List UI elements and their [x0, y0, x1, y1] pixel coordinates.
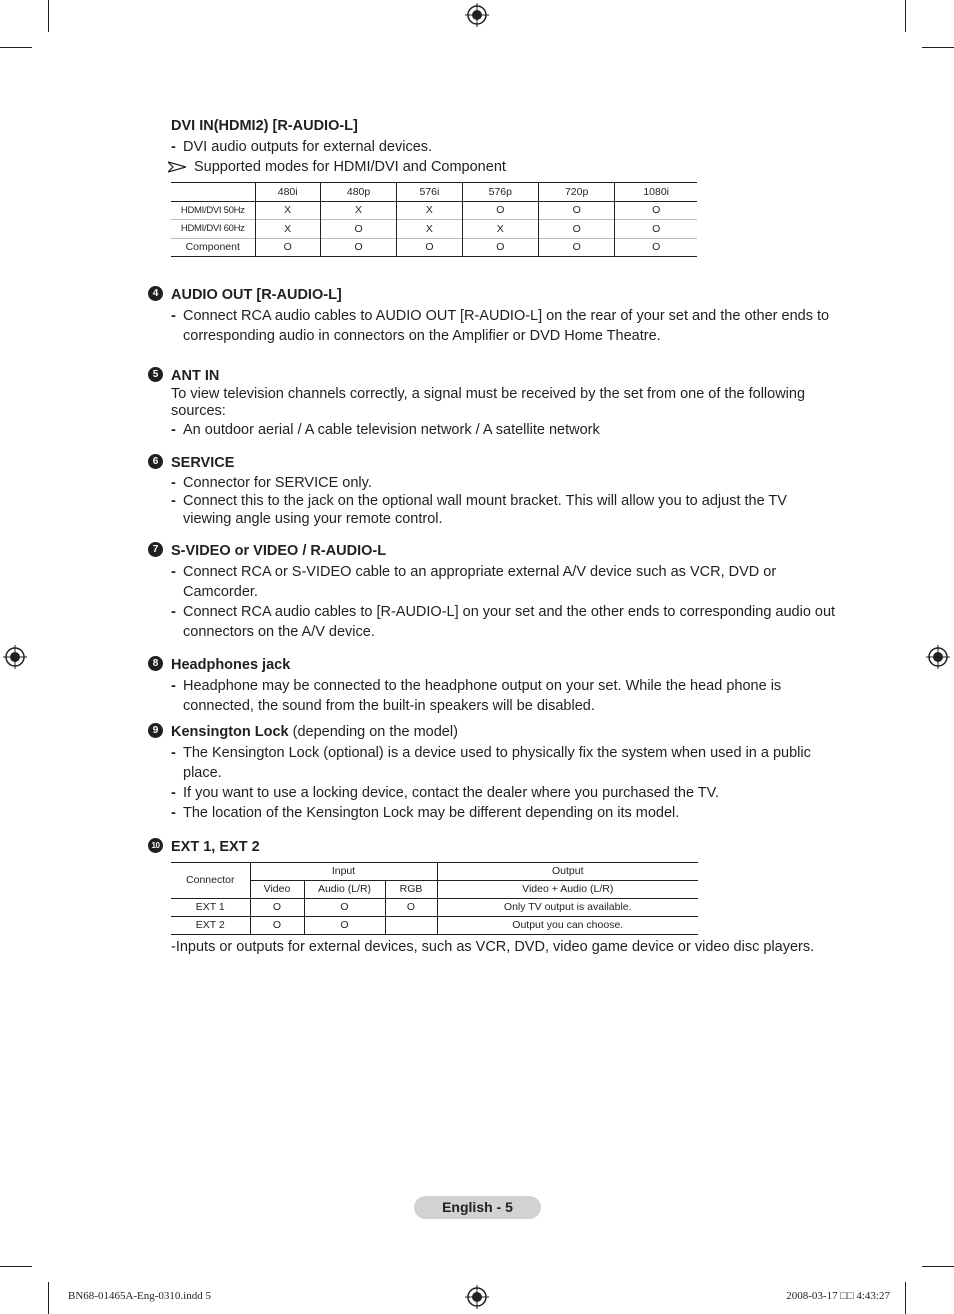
section-number-badge: 10	[148, 838, 163, 853]
section-number-badge: 4	[148, 286, 163, 301]
list-item: - Connector for SERVICE only.	[171, 475, 372, 492]
crop-mark	[48, 1282, 49, 1314]
table-row: EXT 2 O O Output you can choose.	[171, 917, 698, 935]
registration-mark-icon	[3, 645, 27, 669]
table-row: Component O O O O O O	[171, 238, 697, 257]
crop-mark	[0, 47, 32, 48]
table-row: HDMI/DVI 60Hz X O X X O O	[171, 220, 697, 239]
section-number-badge: 8	[148, 656, 163, 671]
section-title-audio-out: 4 AUDIO OUT [R-AUDIO-L]	[171, 285, 838, 305]
section-title-ant-in: 5 ANT IN	[171, 366, 838, 386]
section-title-ext: 10 EXT 1, EXT 2	[171, 837, 838, 857]
section-title-kensington: 9 Kensington Lock (depending on the model)	[171, 722, 838, 742]
table-row: HDMI/DVI 50Hz X X X O O O	[171, 201, 697, 220]
section-title-headphones: 8 Headphones jack	[171, 655, 838, 675]
section-title-service: 6 SERVICE	[171, 453, 838, 473]
section-text: To view television channels correctly, a signal must be received by the set from one of the following sources:	[171, 386, 806, 419]
list-item: - Connect this to the jack on the optional wall mount bracket. This will allow you to adjust the TV viewing angle using your remote control.	[171, 493, 787, 527]
crop-mark	[905, 0, 906, 32]
list-item: - DVI audio outputs for external devices.	[171, 139, 433, 155]
section-number-badge: 6	[148, 454, 163, 469]
list-item: - Connect RCA audio cables to [R-AUDIO-L] on your set and the other ends to corresponding audio out connectors on the A/V device.	[171, 604, 836, 641]
crop-mark	[922, 47, 954, 48]
slug-timestamp: 2008-03-17 □□ 4:43:27	[786, 1290, 890, 1302]
modes-table	[171, 182, 697, 257]
ext-table	[171, 862, 698, 935]
registration-mark-icon	[926, 645, 950, 669]
list-item: - Headphone may be connected to the headphone output on your set. While the head phone is connected, the sound from the built-in speakers will be disabled.	[171, 678, 782, 715]
table-row: Video Audio (L/R) RGB Video + Audio (L/R)	[171, 881, 698, 899]
section-title-dvi: DVI IN(HDMI2) [R-AUDIO-L]	[171, 118, 358, 134]
slug-file-info: BN68-01465A-Eng-0310.indd 5	[68, 1290, 211, 1302]
list-item: - The Kensington Lock (optional) is a device used to physically fix the system when used in a public place.	[171, 745, 811, 782]
footnote: -Inputs or outputs for external devices, such as VCR, DVD, video game device or video disc players.	[171, 939, 815, 956]
arrow-note-icon	[168, 161, 186, 173]
registration-mark-icon	[465, 3, 489, 27]
note: Supported modes for HDMI/DVI and Component	[168, 157, 838, 177]
list-item: - If you want to use a locking device, contact the dealer where you purchased the TV.	[171, 785, 720, 802]
section-number-badge: 5	[148, 367, 163, 382]
list-item: - Connect RCA or S-VIDEO cable to an appropriate external A/V device such as VCR, DVD or Camcorder.	[171, 564, 777, 601]
crop-mark	[48, 0, 49, 32]
section-number-badge: 9	[148, 723, 163, 738]
list-item: - The location of the Kensington Lock may be different depending on its model.	[171, 805, 680, 822]
section-number-badge: 7	[148, 542, 163, 557]
table-row: EXT 1 O O O Only TV output is available.	[171, 899, 698, 917]
page-content	[148, 116, 838, 957]
crop-mark	[922, 1266, 954, 1267]
table-row: 480i 480p 576i 576p 720p 1080i	[171, 183, 697, 202]
section-title-s-video: 7 S-VIDEO or VIDEO / R-AUDIO-L	[171, 541, 838, 561]
list-item: - Connect RCA audio cables to AUDIO OUT [R-AUDIO-L] on the rear of your set and the other ends to corresponding audio in connectors on the Amplifier or DVD Home Theatre.	[171, 308, 830, 344]
table-row: Connector Input Output	[171, 863, 698, 881]
registration-mark-icon	[465, 1285, 489, 1309]
crop-mark	[0, 1266, 32, 1267]
page-number-label: English - 5	[414, 1196, 541, 1219]
crop-mark	[905, 1282, 906, 1314]
list-item: - An outdoor aerial / A cable television network / A satellite network	[171, 422, 600, 439]
